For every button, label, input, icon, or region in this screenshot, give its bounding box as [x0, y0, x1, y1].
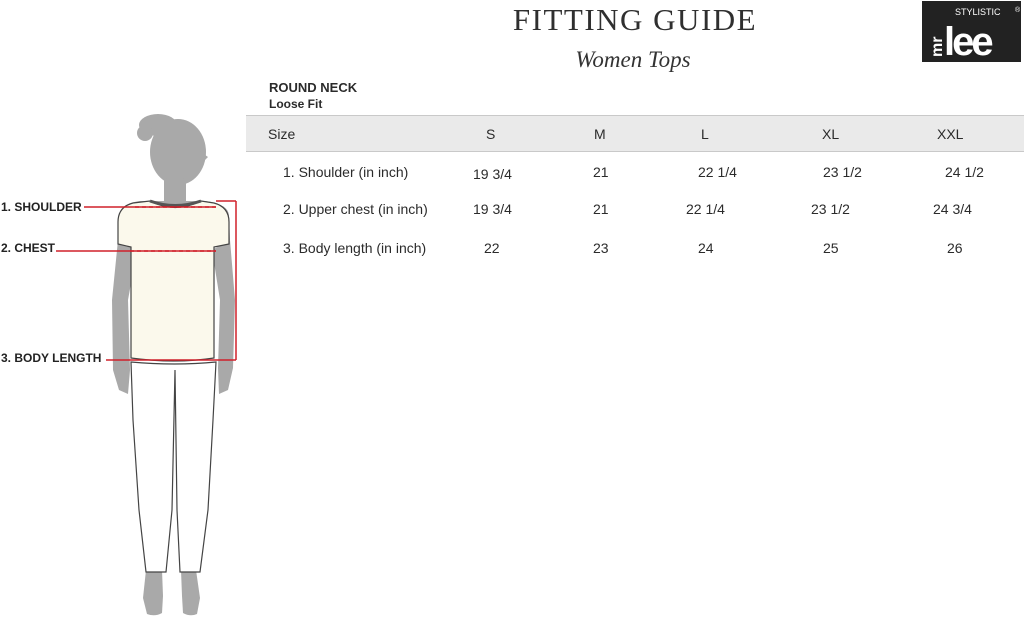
- neck-style-label: ROUND NECK: [269, 80, 358, 95]
- value-cell: 25: [823, 240, 839, 256]
- value-cell: 24: [698, 240, 714, 256]
- value-cell: 21: [593, 164, 609, 180]
- size-col-s: S: [486, 126, 496, 142]
- body-length-measure-label: 3. BODY LENGTH: [1, 351, 102, 365]
- size-col-xxl: XXL: [937, 126, 964, 142]
- brand-logo: [922, 1, 1021, 62]
- value-cell: 22: [484, 240, 500, 256]
- value-cell: 21: [593, 201, 609, 217]
- logo-top-text: STYLISTIC: [955, 7, 1001, 17]
- model-figure: [0, 0, 245, 618]
- tshirt-shape: [118, 201, 229, 361]
- page-title: FITTING GUIDE: [512, 2, 758, 37]
- value-cell: 19 3/4: [473, 166, 512, 182]
- size-header-label: Size: [268, 126, 296, 142]
- logo-side-text: mr: [929, 36, 946, 57]
- value-cell: 23: [593, 240, 609, 256]
- row-label: 1. Shoulder (in inch): [283, 164, 409, 180]
- value-cell: 22 1/4: [686, 201, 725, 217]
- chest-measure-label: 2. CHEST: [1, 241, 56, 255]
- shoulder-measure-label: 1. SHOULDER: [1, 200, 82, 214]
- fit-label: Loose Fit: [269, 97, 323, 111]
- row-label: 2. Upper chest (in inch): [283, 201, 428, 217]
- size-col-l: L: [701, 126, 709, 142]
- value-cell: 23 1/2: [823, 164, 862, 180]
- page-subtitle: Women Tops: [575, 47, 691, 72]
- size-header-row: [246, 115, 1024, 152]
- size-col-xl: XL: [822, 126, 840, 142]
- style-block: [269, 79, 357, 113]
- row-label: 3. Body length (in inch): [283, 240, 427, 256]
- value-cell: 22 1/4: [698, 164, 737, 180]
- value-cell: 26: [947, 240, 963, 256]
- value-cell: 23 1/2: [811, 201, 850, 217]
- value-cell: 24 1/2: [945, 164, 984, 180]
- leggings-shape: [131, 362, 216, 572]
- logo-main-text: lee: [944, 20, 991, 62]
- logo-registered-mark: ®: [1015, 7, 1021, 14]
- size-col-m: M: [594, 126, 606, 142]
- value-cell: 19 3/4: [473, 201, 512, 217]
- value-cell: 24 3/4: [933, 201, 972, 217]
